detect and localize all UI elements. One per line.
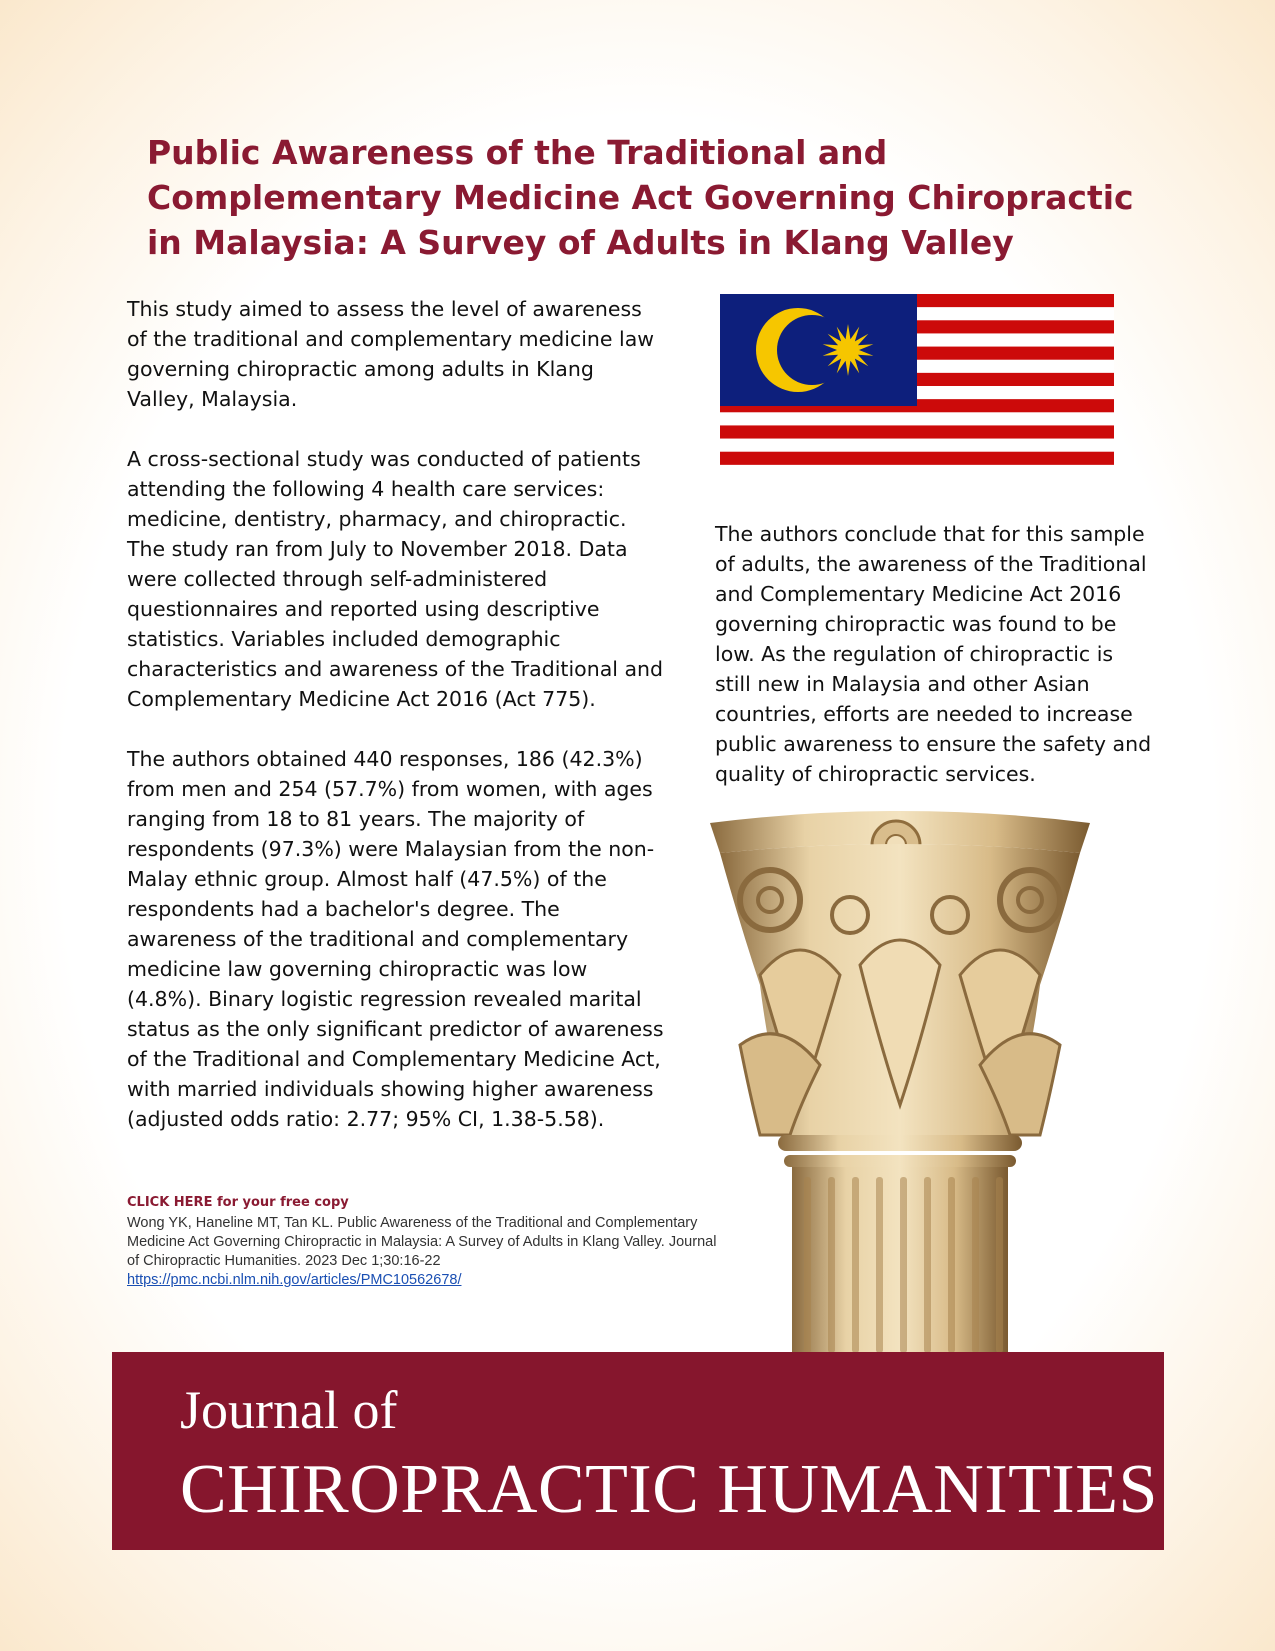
right-column <box>715 519 1155 789</box>
aim-paragraph: This study aimed to assess the level of awareness of the traditional and complementary medicine law governing chiropractic among adults in Klang Valley, Malaysia. <box>127 297 655 411</box>
conclusion-paragraph: The authors conclude that for this sample of adults, the awareness of the Traditional and Complementary Medicine Act 2016 governing chiropractic was found to be low. As the regulation of chiropractic is still new in Malaysia and other Asian countries, efforts are needed to increase public awareness to ensure the safety and quality of chiropractic services. <box>715 522 1152 786</box>
citation-text: Wong YK, Haneline MT, Tan KL. Public Awareness of the Traditional and Complementary Medicine Act Governing Chiropractic in Malaysia: A Survey of Adults in Klang Valley. Journal of Chiropractic Humanities. 2023 Dec 1;30:16-22 <box>127 1215 717 1269</box>
malaysia-flag-image <box>720 294 1114 478</box>
journal-name-line2: CHIROPRACTIC HUMANITIES <box>180 1451 1158 1528</box>
journal-banner <box>112 1352 1164 1550</box>
article-url-link[interactable]: https://pmc.ncbi.nlm.nih.gov/articles/PMC10562678/ <box>127 1272 462 1288</box>
left-column <box>127 294 667 1164</box>
methods-paragraph: A cross-sectional study was conducted of patients attending the following 4 health care services: medicine, dentistry, pharmacy, and chiropractic. The study ran from July to November 2018. Data were collected through self-administered questionnaires and reported using descriptive statistics. Variables included demographic characteristics and awareness of the Traditional and Complementary Medicine Act 2016 (Act 775). <box>127 447 664 711</box>
citation-block <box>127 1193 727 1290</box>
page-title: Public Awareness of the Traditional and Complementary Medicine Act Governing Chiropractic in Malaysia: A Survey of Adults in Klang Valley <box>147 133 1134 262</box>
corinthian-column-image <box>700 805 1100 1353</box>
journal-name-line1: Journal of <box>180 1380 398 1440</box>
free-copy-link[interactable]: CLICK HERE for your free copy <box>127 1195 349 1210</box>
results-paragraph: The authors obtained 440 responses, 186 (42.3%) from men and 254 (57.7%) from women, with ages ranging from 18 to 81 years. The majority of respondents (97.3%) were Malaysian from the non-Malay ethnic group. Almost half (47.5%) of the respondents had a bachelor's degree. The awareness of the traditional and complementary medicine law governing chiropractic was low (4.8%). Binary logistic regression revealed marital status as the only significant predictor of awareness of the Traditional and Complementary Medicine Act, with married individuals showing higher awareness (adjusted odds ratio: 2.77; 95% CI, 1.38-5.58). <box>127 747 664 1131</box>
